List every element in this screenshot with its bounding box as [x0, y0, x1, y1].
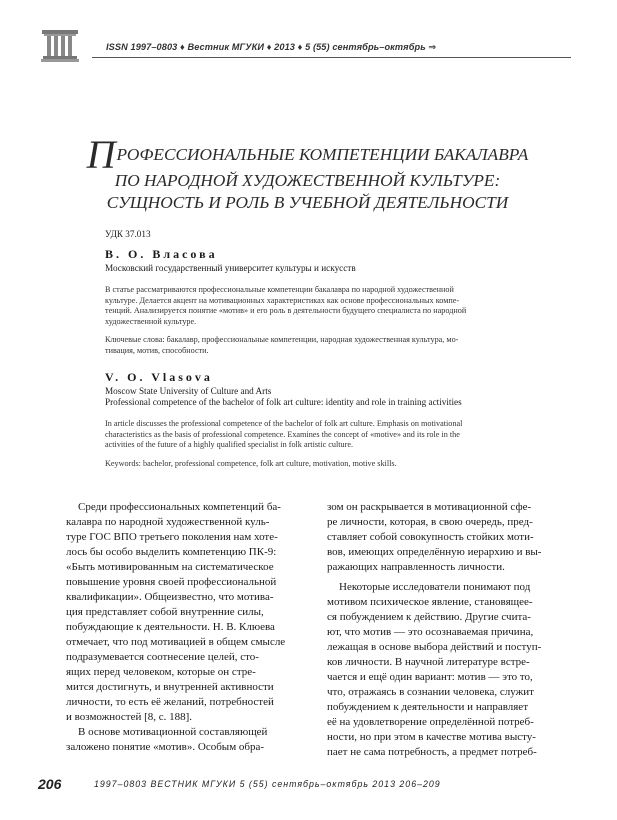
author-ru: В. О. Власова: [105, 247, 218, 261]
title-line-1-text: РОФЕССИОНАЛЬНЫЕ КОМПЕТЕНЦИИ БАКАЛАВРА: [116, 145, 529, 164]
keywords-ru-line: Ключевые слова: бакалавр, профессиональные компетенции, народная художественная культура, мо-: [105, 335, 459, 344]
udk-code: УДК 37.013: [105, 229, 151, 239]
body-line: ражающих направленность личности.: [327, 561, 505, 573]
body-line: её на удовлетворение определённой потреб-: [327, 716, 534, 728]
body-line: «Быть мотивированным на систематическое: [66, 561, 274, 573]
body-line: пает не сама потребность, а предмет потреб-: [327, 746, 537, 758]
journal-logo: [40, 26, 80, 64]
article-title: [64, 132, 551, 214]
body-line: ция представляет собой внутренние силы,: [66, 606, 264, 618]
body-line: чается и ещё один вариант: мотив — это то,: [327, 671, 533, 683]
affiliation-en: Moscow State University of Culture and Arts: [105, 386, 272, 396]
abstract-ru-line: культуре. Делается акцент на мотивационных характеристиках как основе профессиональных компе-: [105, 295, 460, 305]
body-line: повышение уровня своей профессиональной: [66, 576, 277, 588]
body-line: что, отражаясь в сознании человека, служит: [327, 686, 534, 698]
body-line: Среди профессиональных компетенций ба-: [78, 501, 281, 513]
body-line: отмечает, что под мотивацией в общем смысле: [66, 636, 286, 648]
body-line: Некоторые исследователи понимают под: [339, 581, 531, 593]
body-line: лежащая в основе выбора действий и поступ-: [327, 641, 542, 653]
affiliation-ru: Московский государственный университет культуры и искусств: [105, 263, 356, 273]
abstract-ru-line: В статье рассматриваются профессиональные компетенции бакалавра по народной художественной: [105, 285, 454, 294]
abstract-en: [105, 419, 551, 451]
keywords-ru: [105, 335, 551, 356]
body-line: В основе мотивационной составляющей: [78, 726, 268, 738]
body-column-right: [327, 500, 578, 760]
body-line: подразумевается соотнесение целей, сто-: [66, 651, 259, 663]
body-line: ности, но при этом в качестве мотива высту-: [327, 731, 536, 743]
header-rule: [92, 57, 571, 58]
body-line: мотивом психическое явление, становящее-: [327, 596, 533, 608]
body-line: ре личности, которая, в свою очередь, пред-: [327, 516, 533, 528]
body-line: вов, имеющих определённую иерархию и вы-: [327, 546, 542, 558]
title-dropcap: П: [86, 132, 116, 177]
body-line: побуждением к деятельности и направляет: [327, 701, 528, 713]
body-line: ставляет собой совокупность стойких моти-: [327, 531, 534, 543]
title-line-1: [64, 132, 551, 177]
running-foot: 1997–0803 ВЕСТНИК МГУКИ 5 (55) сентябрь–октябрь 2013 206–209: [94, 779, 441, 789]
body-line: туре ГОС ВПО третьего поколения нам хоте-: [66, 531, 278, 543]
page-number: 206: [38, 776, 62, 792]
running-head: ISSN 1997–0803 ♦ Вестник МГУКИ ♦ 2013 ♦ 5 (55) сентябрь–октябрь ⇒: [106, 42, 437, 52]
abstract-en-line: In article discusses the professional competence of the bachelor of folk art culture. Emphasis on motivational: [105, 419, 463, 428]
abstract-ru-line: художественной культуре.: [105, 316, 197, 326]
title-en: Professional competence of the bachelor of folk art culture: identity and role in training activities: [105, 397, 462, 407]
keywords-en: Keywords: bachelor, professional competence, folk art culture, motivation, motive skills.: [105, 459, 397, 468]
body-line: личности, то есть её желаний, потребностей: [66, 696, 274, 708]
abstract-ru: [105, 285, 551, 327]
body-line: квалификации». Общеизвестно, что мотива-: [66, 591, 274, 603]
body-line: ящих перед человеком, которые он стре-: [66, 666, 256, 678]
body-line: калавра по народной художественной куль-: [66, 516, 270, 528]
body-line: зом он раскрывается в мотивационной сфе-: [327, 501, 532, 513]
abstract-en-line: activities of the future of a highly qualified specialist in folk artistic culture.: [105, 440, 354, 449]
body-line: побуждающие к деятельности. Н. В. Клюева: [66, 621, 275, 633]
body-line: ков личности. В научной литературе встре-: [327, 656, 530, 668]
title-line-3: СУЩНОСТЬ И РОЛЬ В УЧЕБНОЙ ДЕЯТЕЛЬНОСТИ: [106, 193, 509, 212]
body-column-left: [66, 500, 312, 755]
affiliation-en-block: [105, 386, 551, 408]
body-line: заложено понятие «мотив». Особым обра-: [66, 741, 265, 753]
author-en: V. O. Vlasova: [105, 370, 213, 384]
keywords-ru-line: тивация, мотив, способности.: [105, 345, 209, 355]
body-line: и возможностей [8, с. 188].: [66, 711, 193, 723]
body-line: ют, что мотив — это осознаваемая причина,: [327, 626, 534, 638]
body-line: лось бы особо выделить компетенцию ПК-9:: [66, 546, 277, 558]
abstract-en-line: characteristics as the basis of professional competence. Examines the concept of «motive» and its role in the: [105, 429, 460, 439]
title-line-2: ПО НАРОДНОЙ ХУДОЖЕСТВЕННОЙ КУЛЬТУРЕ:: [114, 171, 501, 190]
abstract-ru-line: тенций. Анализируется понятие «мотив» и его роль в деятельности будущего специалиста по народной: [105, 306, 467, 315]
body-line: ся побуждением к действию. Другие счита-: [327, 611, 531, 623]
body-line: мится достигнуть, и внутренней активности: [66, 681, 274, 693]
